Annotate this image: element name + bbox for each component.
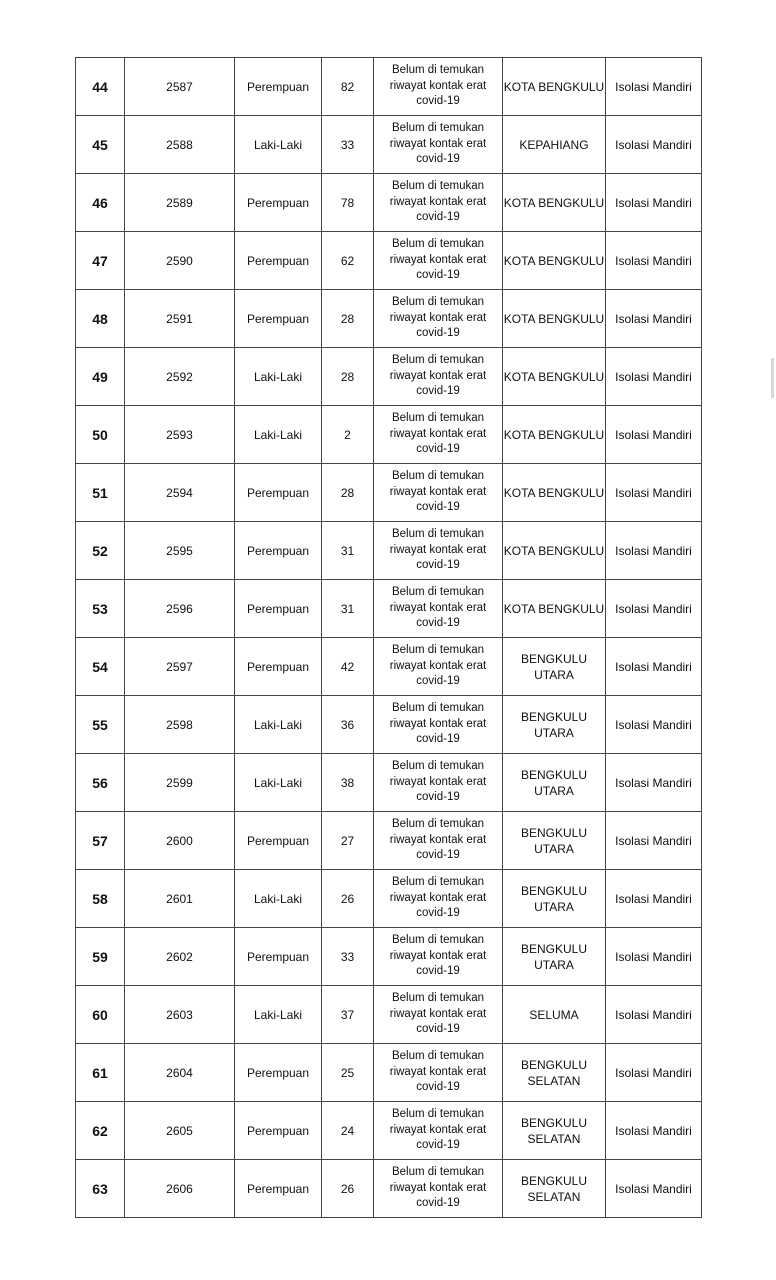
contact-history-cell: Belum di temukan riwayat kontak erat covid-19 xyxy=(374,174,503,232)
table-row xyxy=(76,812,702,870)
status-cell: Isolasi Mandiri xyxy=(606,638,702,696)
table-row xyxy=(76,580,702,638)
table-row xyxy=(76,928,702,986)
region-cell: KOTA BENGKULU xyxy=(503,232,606,290)
contact-history-cell: Belum di temukan riwayat kontak erat covid-19 xyxy=(374,58,503,116)
gender-cell: Perempuan xyxy=(235,580,322,638)
table-row xyxy=(76,522,702,580)
status-cell: Isolasi Mandiri xyxy=(606,232,702,290)
contact-history-cell: Belum di temukan riwayat kontak erat covid-19 xyxy=(374,1044,503,1102)
gender-cell: Laki-Laki xyxy=(235,348,322,406)
gender-cell: Laki-Laki xyxy=(235,754,322,812)
case-table-body xyxy=(76,58,702,1218)
age-cell: 62 xyxy=(322,232,374,290)
case-code-cell: 2598 xyxy=(125,696,235,754)
case-code-cell: 2590 xyxy=(125,232,235,290)
region-cell: BENGKULU SELATAN xyxy=(503,1160,606,1218)
region-cell: BENGKULU UTARA xyxy=(503,812,606,870)
contact-history-cell: Belum di temukan riwayat kontak erat covid-19 xyxy=(374,638,503,696)
case-number-cell: 60 xyxy=(76,986,125,1044)
status-cell: Isolasi Mandiri xyxy=(606,696,702,754)
case-code-cell: 2591 xyxy=(125,290,235,348)
case-code-cell: 2600 xyxy=(125,812,235,870)
gender-cell: Laki-Laki xyxy=(235,986,322,1044)
status-cell: Isolasi Mandiri xyxy=(606,1044,702,1102)
case-code-cell: 2606 xyxy=(125,1160,235,1218)
case-code-cell: 2605 xyxy=(125,1102,235,1160)
status-cell: Isolasi Mandiri xyxy=(606,812,702,870)
gender-cell: Perempuan xyxy=(235,812,322,870)
table-row xyxy=(76,1160,702,1218)
contact-history-cell: Belum di temukan riwayat kontak erat covid-19 xyxy=(374,812,503,870)
table-row xyxy=(76,174,702,232)
table-row xyxy=(76,1044,702,1102)
contact-history-cell: Belum di temukan riwayat kontak erat covid-19 xyxy=(374,290,503,348)
status-cell: Isolasi Mandiri xyxy=(606,348,702,406)
case-number-cell: 52 xyxy=(76,522,125,580)
case-number-cell: 46 xyxy=(76,174,125,232)
table-row xyxy=(76,464,702,522)
gender-cell: Perempuan xyxy=(235,928,322,986)
contact-history-cell: Belum di temukan riwayat kontak erat covid-19 xyxy=(374,406,503,464)
age-cell: 42 xyxy=(322,638,374,696)
table-row xyxy=(76,290,702,348)
region-cell: KOTA BENGKULU xyxy=(503,522,606,580)
gender-cell: Perempuan xyxy=(235,1102,322,1160)
region-cell: KEPAHIANG xyxy=(503,116,606,174)
contact-history-cell: Belum di temukan riwayat kontak erat covid-19 xyxy=(374,522,503,580)
age-cell: 38 xyxy=(322,754,374,812)
table-row xyxy=(76,58,702,116)
age-cell: 78 xyxy=(322,174,374,232)
table-row xyxy=(76,406,702,464)
table-row xyxy=(76,348,702,406)
status-cell: Isolasi Mandiri xyxy=(606,58,702,116)
age-cell: 2 xyxy=(322,406,374,464)
case-code-cell: 2597 xyxy=(125,638,235,696)
contact-history-cell: Belum di temukan riwayat kontak erat covid-19 xyxy=(374,986,503,1044)
page-edge-mark xyxy=(771,358,774,398)
age-cell: 28 xyxy=(322,290,374,348)
table-row xyxy=(76,116,702,174)
case-code-cell: 2588 xyxy=(125,116,235,174)
gender-cell: Laki-Laki xyxy=(235,696,322,754)
status-cell: Isolasi Mandiri xyxy=(606,290,702,348)
region-cell: KOTA BENGKULU xyxy=(503,290,606,348)
region-cell: BENGKULU UTARA xyxy=(503,696,606,754)
case-number-cell: 63 xyxy=(76,1160,125,1218)
age-cell: 26 xyxy=(322,870,374,928)
case-code-cell: 2593 xyxy=(125,406,235,464)
age-cell: 82 xyxy=(322,58,374,116)
region-cell: BENGKULU SELATAN xyxy=(503,1102,606,1160)
contact-history-cell: Belum di temukan riwayat kontak erat covid-19 xyxy=(374,464,503,522)
status-cell: Isolasi Mandiri xyxy=(606,754,702,812)
status-cell: Isolasi Mandiri xyxy=(606,1102,702,1160)
age-cell: 33 xyxy=(322,928,374,986)
case-number-cell: 50 xyxy=(76,406,125,464)
case-table xyxy=(75,57,702,1218)
age-cell: 28 xyxy=(322,348,374,406)
case-number-cell: 51 xyxy=(76,464,125,522)
contact-history-cell: Belum di temukan riwayat kontak erat covid-19 xyxy=(374,348,503,406)
region-cell: KOTA BENGKULU xyxy=(503,58,606,116)
age-cell: 26 xyxy=(322,1160,374,1218)
table-row xyxy=(76,870,702,928)
age-cell: 37 xyxy=(322,986,374,1044)
status-cell: Isolasi Mandiri xyxy=(606,406,702,464)
status-cell: Isolasi Mandiri xyxy=(606,928,702,986)
case-number-cell: 49 xyxy=(76,348,125,406)
contact-history-cell: Belum di temukan riwayat kontak erat covid-19 xyxy=(374,116,503,174)
status-cell: Isolasi Mandiri xyxy=(606,580,702,638)
table-row xyxy=(76,696,702,754)
case-number-cell: 57 xyxy=(76,812,125,870)
gender-cell: Perempuan xyxy=(235,464,322,522)
status-cell: Isolasi Mandiri xyxy=(606,1160,702,1218)
case-number-cell: 54 xyxy=(76,638,125,696)
case-number-cell: 56 xyxy=(76,754,125,812)
case-code-cell: 2592 xyxy=(125,348,235,406)
gender-cell: Perempuan xyxy=(235,1044,322,1102)
gender-cell: Laki-Laki xyxy=(235,870,322,928)
case-code-cell: 2602 xyxy=(125,928,235,986)
region-cell: BENGKULU SELATAN xyxy=(503,1044,606,1102)
gender-cell: Perempuan xyxy=(235,232,322,290)
status-cell: Isolasi Mandiri xyxy=(606,116,702,174)
case-number-cell: 62 xyxy=(76,1102,125,1160)
table-row xyxy=(76,638,702,696)
gender-cell: Laki-Laki xyxy=(235,406,322,464)
region-cell: KOTA BENGKULU xyxy=(503,174,606,232)
case-number-cell: 53 xyxy=(76,580,125,638)
case-code-cell: 2587 xyxy=(125,58,235,116)
case-number-cell: 55 xyxy=(76,696,125,754)
gender-cell: Perempuan xyxy=(235,638,322,696)
case-code-cell: 2594 xyxy=(125,464,235,522)
case-code-cell: 2601 xyxy=(125,870,235,928)
gender-cell: Perempuan xyxy=(235,58,322,116)
case-number-cell: 58 xyxy=(76,870,125,928)
gender-cell: Perempuan xyxy=(235,174,322,232)
age-cell: 36 xyxy=(322,696,374,754)
age-cell: 31 xyxy=(322,522,374,580)
table-row xyxy=(76,1102,702,1160)
region-cell: SELUMA xyxy=(503,986,606,1044)
contact-history-cell: Belum di temukan riwayat kontak erat covid-19 xyxy=(374,580,503,638)
table-row xyxy=(76,232,702,290)
case-number-cell: 61 xyxy=(76,1044,125,1102)
case-number-cell: 47 xyxy=(76,232,125,290)
case-code-cell: 2596 xyxy=(125,580,235,638)
age-cell: 25 xyxy=(322,1044,374,1102)
status-cell: Isolasi Mandiri xyxy=(606,870,702,928)
case-code-cell: 2603 xyxy=(125,986,235,1044)
region-cell: KOTA BENGKULU xyxy=(503,464,606,522)
region-cell: KOTA BENGKULU xyxy=(503,580,606,638)
contact-history-cell: Belum di temukan riwayat kontak erat covid-19 xyxy=(374,870,503,928)
status-cell: Isolasi Mandiri xyxy=(606,464,702,522)
age-cell: 27 xyxy=(322,812,374,870)
case-number-cell: 44 xyxy=(76,58,125,116)
case-number-cell: 48 xyxy=(76,290,125,348)
gender-cell: Perempuan xyxy=(235,290,322,348)
status-cell: Isolasi Mandiri xyxy=(606,174,702,232)
contact-history-cell: Belum di temukan riwayat kontak erat covid-19 xyxy=(374,928,503,986)
gender-cell: Perempuan xyxy=(235,1160,322,1218)
region-cell: BENGKULU UTARA xyxy=(503,928,606,986)
status-cell: Isolasi Mandiri xyxy=(606,986,702,1044)
age-cell: 31 xyxy=(322,580,374,638)
contact-history-cell: Belum di temukan riwayat kontak erat covid-19 xyxy=(374,1102,503,1160)
age-cell: 33 xyxy=(322,116,374,174)
region-cell: KOTA BENGKULU xyxy=(503,348,606,406)
table-row xyxy=(76,754,702,812)
contact-history-cell: Belum di temukan riwayat kontak erat covid-19 xyxy=(374,696,503,754)
contact-history-cell: Belum di temukan riwayat kontak erat covid-19 xyxy=(374,1160,503,1218)
region-cell: BENGKULU UTARA xyxy=(503,638,606,696)
contact-history-cell: Belum di temukan riwayat kontak erat covid-19 xyxy=(374,232,503,290)
age-cell: 24 xyxy=(322,1102,374,1160)
status-cell: Isolasi Mandiri xyxy=(606,522,702,580)
table-row xyxy=(76,986,702,1044)
gender-cell: Laki-Laki xyxy=(235,116,322,174)
age-cell: 28 xyxy=(322,464,374,522)
case-code-cell: 2589 xyxy=(125,174,235,232)
case-number-cell: 45 xyxy=(76,116,125,174)
region-cell: BENGKULU UTARA xyxy=(503,870,606,928)
case-code-cell: 2599 xyxy=(125,754,235,812)
gender-cell: Perempuan xyxy=(235,522,322,580)
contact-history-cell: Belum di temukan riwayat kontak erat covid-19 xyxy=(374,754,503,812)
region-cell: KOTA BENGKULU xyxy=(503,406,606,464)
case-number-cell: 59 xyxy=(76,928,125,986)
region-cell: BENGKULU UTARA xyxy=(503,754,606,812)
case-code-cell: 2604 xyxy=(125,1044,235,1102)
case-code-cell: 2595 xyxy=(125,522,235,580)
